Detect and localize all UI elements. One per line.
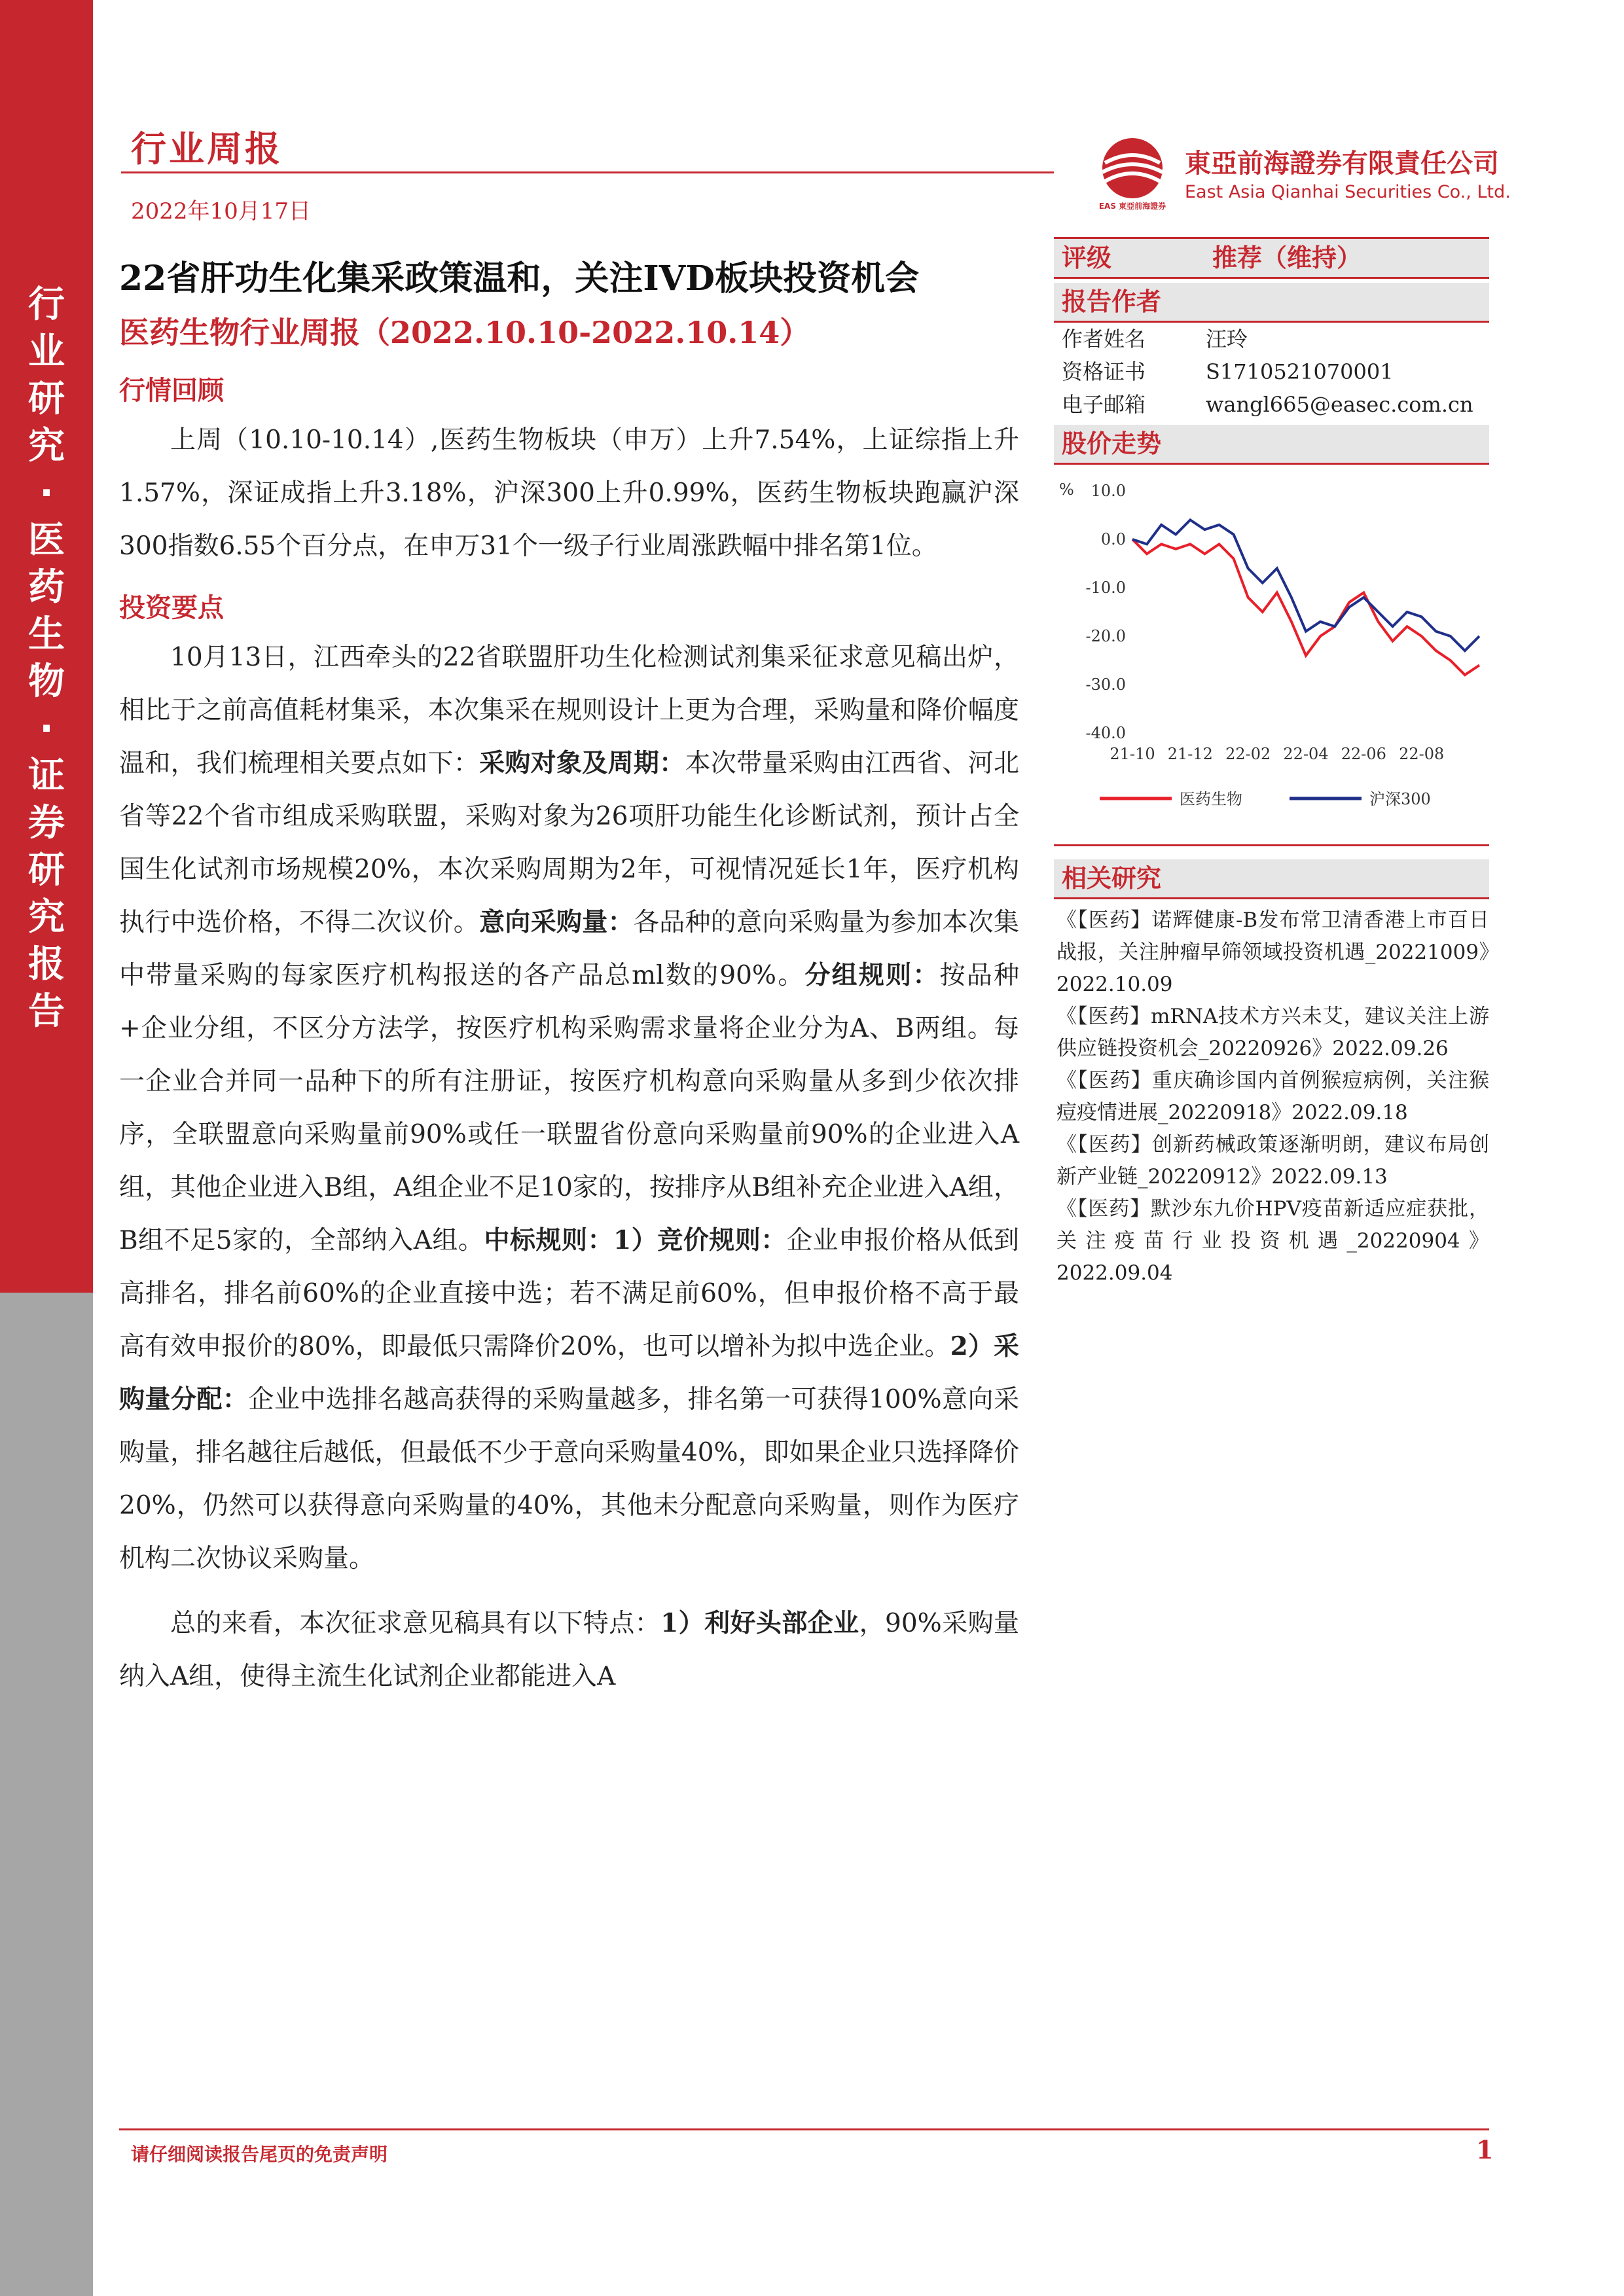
author-row — [1054, 323, 1489, 355]
footer-divider — [119, 2128, 1489, 2130]
report-sections — [119, 370, 1019, 1703]
chart-heading: 股价走势 — [1054, 425, 1489, 465]
chart-xtick-label: 21-12 — [1167, 745, 1213, 763]
body-paragraph — [119, 631, 1019, 1585]
sidebar-category-text: 行业研究·医药生物·证券研究报告 — [28, 283, 65, 1033]
related-research-item[interactable]: 《【医药】默沙东九价HPV疫苗新适应症获批，关注疫苗行业投资机遇_20220904》2022.09.04 — [1056, 1197, 1489, 1285]
chart-ytick-label: -10.0 — [1085, 579, 1126, 597]
chart-ytick-label: -20.0 — [1085, 627, 1126, 645]
emphasis-text: 意向采购量： — [479, 907, 634, 937]
logo-caption: EAS 東亞前海證券 — [1098, 202, 1166, 211]
emphasis-text: 2）采购量分配： — [119, 1331, 1019, 1414]
chart-legend-label: 沪深300 — [1369, 790, 1431, 808]
price-chart — [1054, 465, 1489, 846]
author-field-value: S1710521070001 — [1206, 359, 1394, 384]
paragraph-text: 各品种的意向采购量为参加本次集中带量采购的每家医疗机构报送的各产品总ml数的90%。 — [119, 908, 1019, 990]
paragraph-text: 企业中选排名越高获得的采购量越多，排名第一可获得100%意向采购量，排名越往后越低，但最低不少于意向采购量40%，即如果企业只选择降价20%，仍然可以获得意向采购量的40%，其他未分配意向采购量，则作为医疗机构二次协议采购量。 — [119, 1385, 1019, 1573]
related-research-item[interactable]: 《【医药】mRNA技术方兴未艾，建议关注上游供应链投资机会_20220926》2022.09.26 — [1056, 1005, 1489, 1060]
chart-ylabel: % — [1059, 480, 1074, 499]
paragraph-text: 本次带量采购由江西省、河北省等22个省市组成采购联盟，采购对象为26项肝功能生化诊断试剂，预计占全国生化试剂市场规模20%，本次采购周期为2年，可视情况延长1年，医疗机构执行中选价格，不得二次议价。 — [119, 749, 1019, 937]
chart-xtick-label: 22-02 — [1225, 745, 1271, 763]
rating-value: 推荐（维持） — [1212, 243, 1362, 272]
paragraph-text: ，90%采购量纳入A组，使得主流生化试剂企业都能进入A — [119, 1609, 1020, 1691]
main-column — [119, 252, 1019, 1703]
related-research-item[interactable]: 《【医药】诺辉健康-B发布常卫清香港上市百日战报，关注肿瘤早筛领域投资机遇_20221009》2022.10.09 — [1056, 908, 1489, 996]
chart-legend-label: 医药生物 — [1180, 790, 1242, 808]
author-field-value: 汪玲 — [1206, 327, 1248, 351]
footer-disclaimer[interactable]: 请仔细阅读报告尾页的免责声明 — [131, 2144, 388, 2165]
price-trend-chart — [1054, 465, 1489, 844]
body-paragraph — [119, 414, 1019, 573]
body-paragraph — [119, 1597, 1019, 1703]
paragraph-text: 10月13日，江西牵头的22省联盟肝功生化检测试剂集采征求意见稿出炉，相比于之前高值耗材集采，本次集采在规则设计上更为合理，采购量和降价幅度温和，我们梳理相关要点如下： — [119, 643, 1019, 778]
chart-xtick-label: 22-04 — [1283, 745, 1329, 763]
chart-xtick-label: 21-10 — [1110, 745, 1155, 763]
company-logo-icon — [1093, 134, 1172, 213]
header-divider — [121, 171, 1054, 173]
report-title: 22省肝功生化集采政策温和，关注IVD板块投资机会 — [119, 259, 920, 298]
sidebar-gray-band — [0, 1293, 93, 2296]
page-number: 1 — [1476, 2135, 1494, 2164]
company-name-en: East Asia Qianhai Securities Co., Ltd. — [1185, 182, 1511, 202]
emphasis-text: 中标规则：1）竞价规则： — [484, 1225, 787, 1255]
author-row — [1054, 355, 1489, 388]
related-research-item[interactable]: 《【医药】创新药械政策逐渐明朗，建议布局创新产业链_20220912》2022.09.13 — [1056, 1133, 1489, 1189]
author-field-label: 作者姓名 — [1062, 327, 1146, 351]
report-subtitle: 医药生物行业周报（2022.10.10-2022.10.14） — [119, 315, 810, 350]
rating-label: 评级 — [1062, 243, 1112, 272]
related-research-item[interactable]: 《【医药】重庆确诊国内首例猴痘病例，关注猴痘疫情进展_20220918》2022.09.18 — [1056, 1069, 1489, 1124]
chart-series-line — [1132, 520, 1479, 651]
emphasis-text: 分组规则： — [804, 960, 940, 990]
chart-ytick-label: 10.0 — [1091, 482, 1126, 500]
chart-ytick-label: -30.0 — [1085, 675, 1126, 694]
chart-ytick-label: 0.0 — [1100, 530, 1126, 548]
paragraph-text: 企业申报价格从低到高排名，排名前60%的企业直接中选；若不满足前60%，但申报价格不高于最高有效申报价的80%，即最低只需降价20%，也可以增补为拟中选企业。 — [119, 1226, 1020, 1361]
report-date: 2022年10月17日 — [131, 198, 312, 224]
chart-series-line — [1132, 539, 1479, 675]
related-research-list — [1054, 905, 1489, 1289]
paragraph-text: 上周（10.10-10.14）,医药生物板块（申万）上升7.54%，上证综指上升1.57%，深证成指上升3.18%，沪深300上升0.99%，医药生物板块跑赢沪深300指数6.55个百分点，在申万31个一级子行业周涨跌幅中排名第1位。 — [119, 425, 1019, 561]
emphasis-text: 采购对象及周期： — [479, 748, 685, 778]
chart-ytick-label: -40.0 — [1085, 724, 1126, 742]
author-field-label: 电子邮箱 — [1062, 392, 1146, 417]
emphasis-text: 1）利好头部企业 — [660, 1608, 859, 1638]
author-row — [1054, 388, 1489, 421]
author-table — [1054, 323, 1489, 421]
paragraph-text: 按品种+企业分组，不区分方法学，按医疗机构采购需求量将企业分为A、B两组。每一企业合并同一品种下的所有注册证，按医疗机构意向采购量从多到少依次排序，全联盟意向采购量前90%或任一联盟省份意向采购量前90%的企业进入A组，其他企业进入B组，A组企业不足10家的，按排序从B组补充企业进入A组，B组不足5家的，全部纳入A组。 — [119, 961, 1019, 1255]
chart-xtick-label: 22-06 — [1341, 745, 1386, 763]
rating-bar — [1054, 239, 1489, 279]
chart-xtick-label: 22-08 — [1399, 745, 1445, 763]
report-type-label: 行业周报 — [131, 128, 283, 170]
author-field-label: 资格证书 — [1062, 359, 1146, 384]
related-heading: 相关研究 — [1054, 859, 1489, 899]
section-heading: 行情回顾 — [119, 376, 224, 406]
paragraph-text: 总的来看，本次征求意见稿具有以下特点： — [170, 1609, 661, 1638]
author-heading: 报告作者 — [1054, 283, 1489, 323]
right-column — [1054, 239, 1489, 1289]
company-name-cn: 東亞前海證券有限責任公司 — [1185, 149, 1499, 179]
author-field-value[interactable]: wangl665@easec.com.cn — [1206, 392, 1473, 417]
section-heading: 投资要点 — [119, 593, 224, 623]
